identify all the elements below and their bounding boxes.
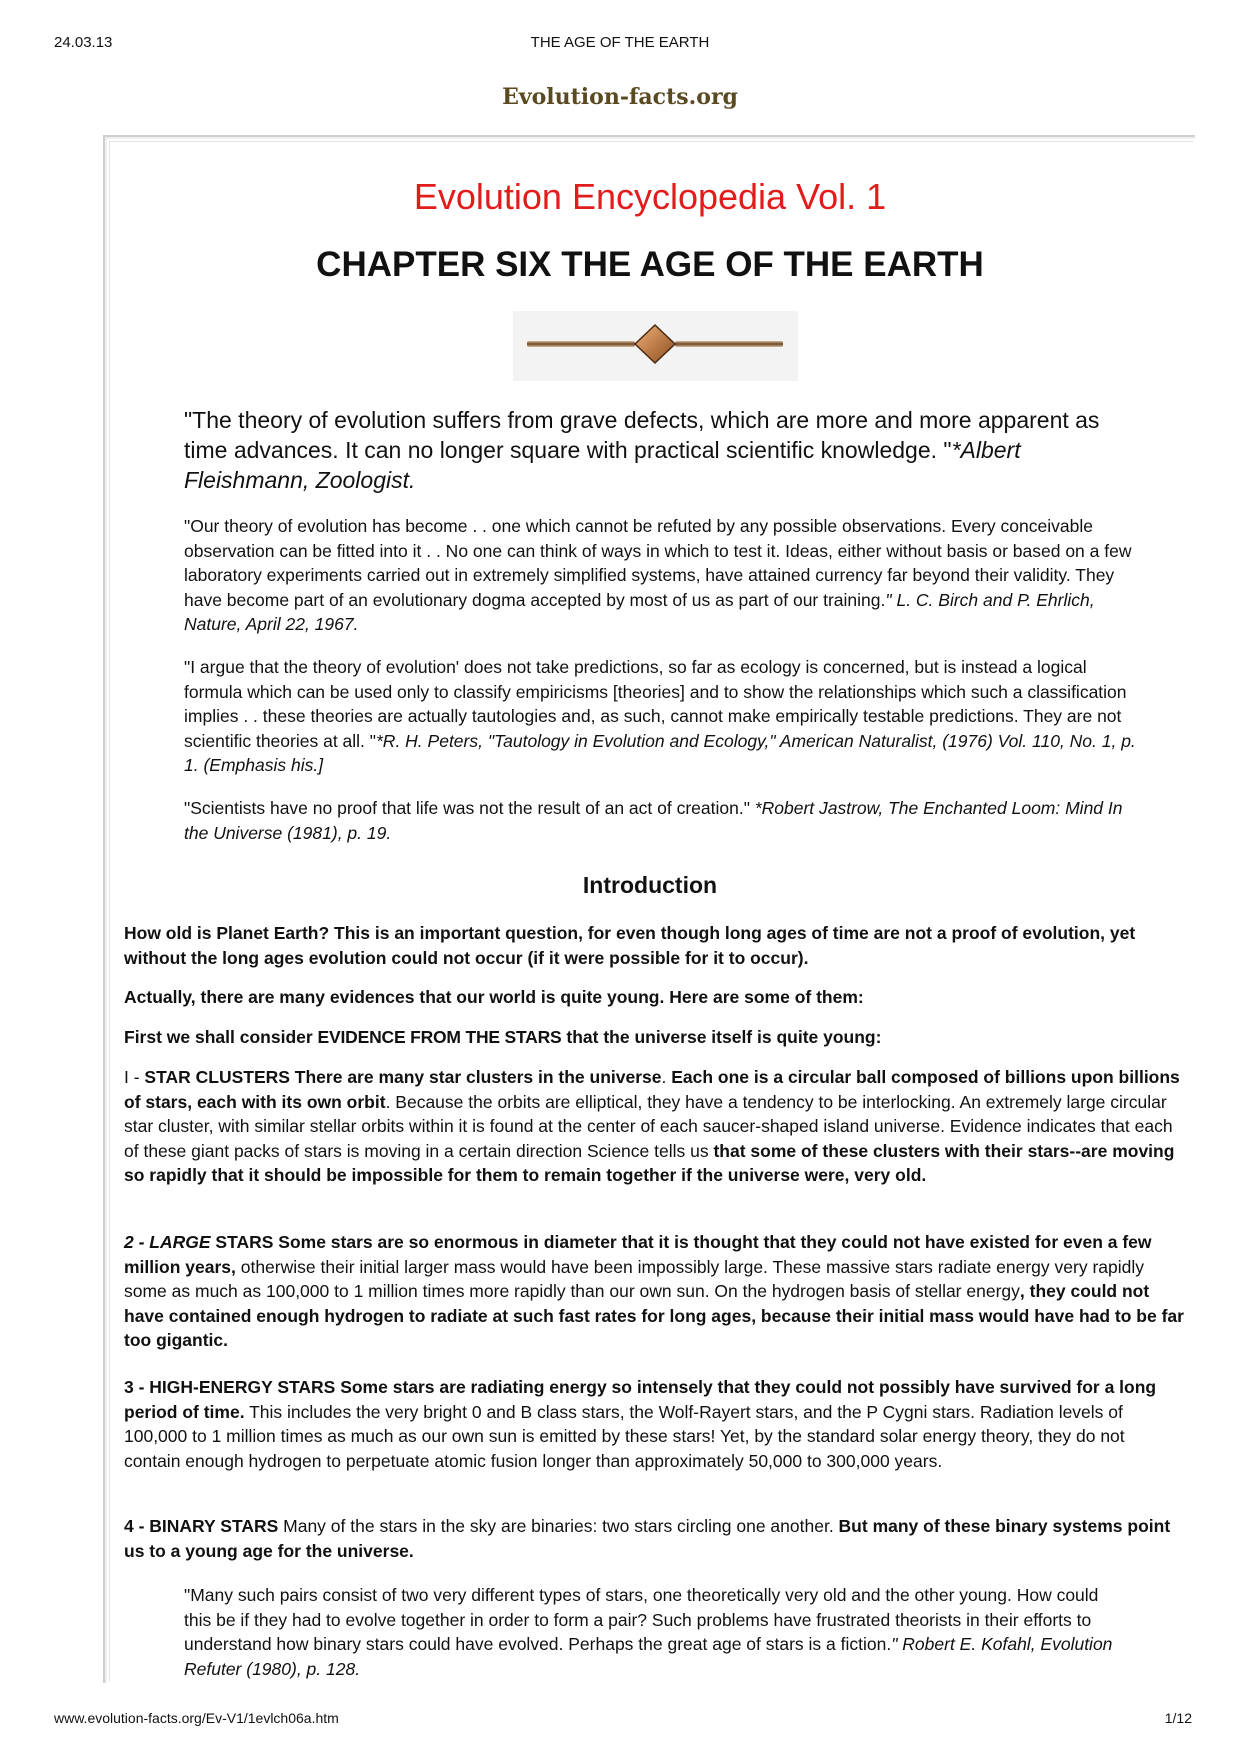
section-text: . — [661, 1067, 672, 1087]
quote-text: "Many such pairs consist of two very different types of stars, one theoretically very old and the other young. How could this be if they had to evolve together in order to form a pair? Such problems have frustrated theorists in their efforts to understand how binary stars could have evolved. Perhaps the great age of stars is a fiction. — [184, 1585, 1099, 1654]
diamond-divider-icon — [513, 311, 798, 381]
section-text: This includes the very bright 0 and B class stars, the Wolf-Rayert stars, and the P Cygni stars. Radiation levels of 100,000 to 1 million times as much as our own sun is emitted by these stars! Yet, by the standard solar energy theory, they do not contain enough hydrogen to perpetuate atomic fusion longer than approximately 50,000 to 300,000 years. — [124, 1401, 1125, 1471]
chapter-title: CHAPTER SIX THE AGE OF THE EARTH — [316, 245, 984, 284]
section-bold: Each one is a circular ball composed of billions upon billions of stars, each with its own orbit — [124, 1067, 1180, 1112]
section-high-energy-stars — [124, 1375, 1184, 1473]
encyclopedia-title: Evolution Encyclopedia Vol. 1 — [413, 176, 887, 217]
quote-text: "I argue that the theory of evolution' does not take predictions, so far as ecology is concerned, but is instead a logical formula which can be used only to classify empiricisms [theories] and to show the relationships which such a classification implies . . these theories are actually tautologies and, as such, cannot make empirically testable predictions. They are not scientific theories at all. " — [184, 657, 1127, 751]
quote-fleishmann — [184, 405, 1144, 495]
quote-text: "Our theory of evolution has become . . one which cannot be refuted by any possible observations. Every conceivable observation can be fitted into it . . No one can think of ways in which to test it. Ideas, either without basis or based on a few laboratory experiments carried out in extremely simplified systems, have attained currency far beyond their validity. They have become part of an evolutionary dogma accepted by most of us as part of our training. — [184, 516, 1132, 610]
section-large-stars — [124, 1230, 1184, 1353]
quote-jastrow — [184, 796, 1144, 845]
section-bold: There are many star clusters in the universe — [289, 1067, 662, 1087]
intro-paragraph-1: How old is Planet Earth? This is an important question, for even though long ages of time are not a proof of evolution, yet without the long ages evolution could not occur (if it were possible for it to occur). — [124, 923, 1136, 968]
footer-url[interactable]: www.evolution-facts.org/Ev-V1/1evlch06a.htm — [54, 1710, 339, 1726]
quote-birch-ehrlich — [184, 514, 1144, 637]
frame-inner-top-line — [109, 141, 1193, 142]
section-bold: Some stars are radiating energy so intensely that they could not possibly have survived for a long period of time. — [124, 1377, 1157, 1422]
section-bold: that some of these clusters with their stars--are moving so rapidly that it should be impossible for them to remain together if the universe were, very old. — [124, 1140, 1175, 1185]
section-heading: STARS — [210, 1232, 274, 1252]
section-binary-stars — [124, 1514, 1184, 1563]
section-text: Many of the stars in the sky are binaries: two stars circling one another. — [278, 1516, 839, 1536]
section-bold: Some stars are so enormous in diameter that it is thought that they could not have existed for even a few million years, — [124, 1232, 1152, 1277]
section-text: otherwise their initial larger mass would have been impossibly large. These massive stars radiate energy very rapidly some as much as 100,000 to 1 million times more rapidly than our own sun. On the hydrogen basis of stellar energy — [124, 1256, 1145, 1301]
ornamental-divider — [513, 311, 798, 381]
intro-paragraph-3 — [124, 1025, 1184, 1050]
section-heading: 4 - BINARY STARS — [124, 1516, 279, 1536]
frame-inner-left-line — [109, 141, 110, 1681]
quote-peters — [184, 655, 1144, 778]
quote-source: " Robert E. Kofahl, Evolution Refuter (1980), p. 128. — [184, 1634, 1113, 1679]
quote-kofahl — [184, 1583, 1124, 1681]
intro-paragraph-2: Actually, there are many evidences that our world is quite young. Here are some of them: — [124, 987, 864, 1007]
quote-text: "The theory of evolution suffers from grave defects, which are more and more apparent as time advances. It can no longer square with practical scientific knowledge. " — [184, 407, 1100, 463]
section-number: I - — [124, 1067, 145, 1087]
section-heading-large: LARGE — [149, 1232, 211, 1252]
section-star-clusters — [124, 1065, 1184, 1188]
p3-tail: that the universe itself is quite young: — [561, 1027, 882, 1047]
section-text: . Because the orbits are elliptical, they have a tendency to be interlocking. An extremely large circular star cluster, with similar stellar orbits within it is found at the center of each saucer-shaped island universe. Evidence indicates that each of these giant packs of stars is moving in a certain direction Science tells us — [124, 1091, 1173, 1161]
print-page-title: THE AGE OF THE EARTH — [530, 34, 710, 51]
footer-page-number: 1/12 — [1164, 1710, 1192, 1726]
section-heading: STAR CLUSTERS — [144, 1067, 290, 1087]
quote-source: *Albert Fleishmann, Zoologist. — [184, 437, 1021, 493]
print-date: 24.03.13 — [54, 34, 113, 51]
quote-source: *Robert Jastrow, The Enchanted Loom: Mind In the Universe (1981), p. 19. — [184, 798, 1123, 843]
quote-source: *R. H. Peters, "Tautology in Evolution and Ecology," American Naturalist, (1976) Vol. 110, No. 1, p. 1. (Emphasis his.] — [184, 730, 1136, 775]
quote-text: "Scientists have no proof that life was not the result of an act of creation." — [184, 798, 755, 818]
p3-lead: First we shall consider — [124, 1027, 318, 1047]
intro-heading: Introduction — [582, 872, 718, 898]
p3-emphasis: EVIDENCE FROM THE STARS — [317, 1027, 562, 1047]
quote-source: " L. C. Birch and P. Ehrlich, Nature, April 22, 1967. — [184, 589, 1095, 634]
section-number: 2 - — [124, 1232, 150, 1252]
section-bold: But many of these binary systems point us to a young age for the universe. — [124, 1516, 1171, 1561]
section-heading: 3 - HIGH-ENERGY STARS — [124, 1377, 336, 1397]
section-bold: , they could not have contained enough hydrogen to radiate at such fast rates for long ages, because their initial mass would have had to be far too gigantic. — [124, 1281, 1184, 1350]
site-name[interactable]: Evolution-facts.org — [502, 84, 738, 110]
